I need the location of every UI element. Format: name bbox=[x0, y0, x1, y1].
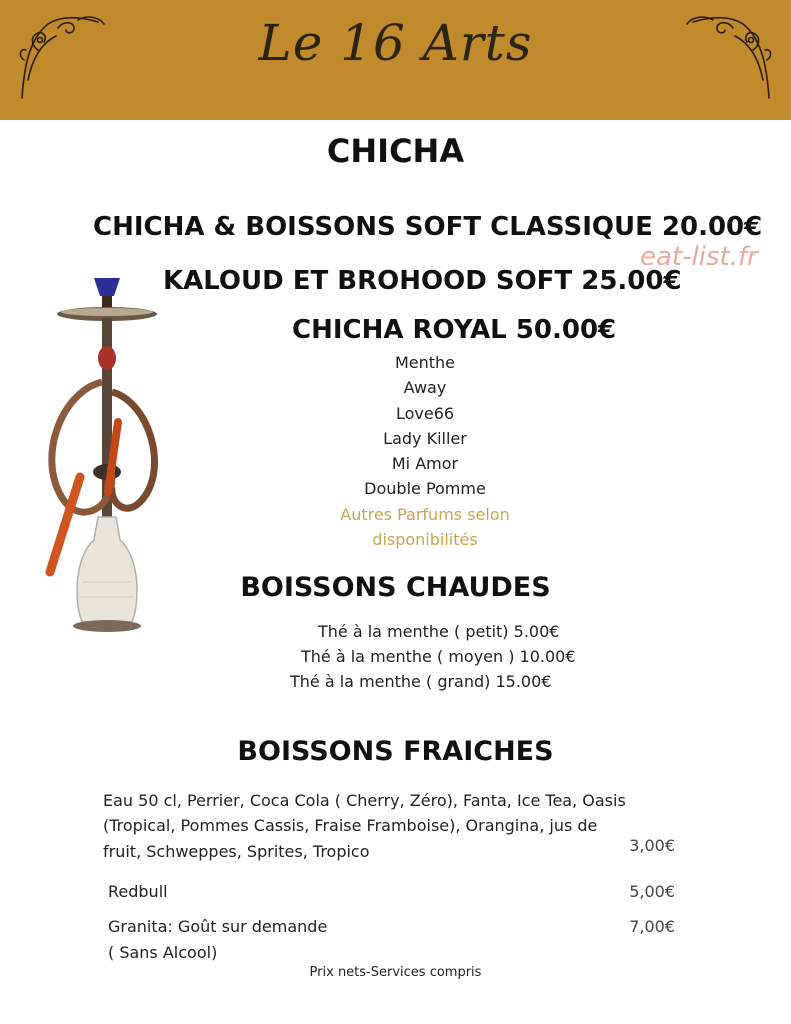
kaloud-brohood-line: KALOUD ET BROHOOD SOFT 25.00€ bbox=[163, 266, 682, 296]
soft-drinks-line: fruit, Schweppes, Sprites, Tropico bbox=[103, 841, 370, 861]
flavour-item: Away bbox=[403, 378, 447, 398]
section-title-cold-drinks: BOISSONS FRAICHES bbox=[237, 736, 554, 767]
redbull-price: 5,00€ bbox=[629, 882, 675, 901]
granita-price: 7,00€ bbox=[629, 917, 675, 936]
brand-title: Le 16 Arts bbox=[258, 14, 533, 72]
flavour-item: Double Pomme bbox=[364, 479, 486, 499]
other-flavours-note-cont: disponibilités bbox=[372, 530, 478, 550]
soft-drinks-description bbox=[103, 788, 663, 864]
other-flavours-note: Autres Parfums selon bbox=[340, 504, 510, 524]
flavour-item: Mi Amor bbox=[391, 454, 459, 474]
hot-drink-item: Thé à la menthe ( petit) 5.00€ bbox=[318, 622, 560, 641]
flavour-list bbox=[330, 350, 520, 552]
flavour-item: Love66 bbox=[395, 403, 455, 423]
flourish-ornament-right bbox=[683, 10, 773, 102]
section-title-chicha: CHICHA bbox=[326, 132, 465, 170]
flavour-item: Lady Killer bbox=[383, 428, 467, 448]
soft-drinks-line: (Tropical, Pommes Cassis, Fraise Framboise), Orangina, jus de bbox=[103, 816, 598, 836]
granita-note: ( Sans Alcool) bbox=[108, 943, 218, 962]
hot-drink-item: Thé à la menthe ( grand) 15.00€ bbox=[290, 672, 552, 691]
watermark-text: eat-list.fr bbox=[640, 242, 758, 272]
flavour-item: Menthe bbox=[394, 353, 456, 372]
chicha-classique-line: CHICHA & BOISSONS SOFT CLASSIQUE 20.00€ bbox=[93, 212, 763, 242]
soft-drinks-price: 3,00€ bbox=[629, 836, 675, 855]
footer-note: Prix nets-Services compris bbox=[309, 965, 482, 980]
soft-drinks-line: Eau 50 cl, Perrier, Coca Cola ( Cherry, Zéro), Fanta, Ice Tea, Oasis bbox=[103, 791, 626, 810]
redbull-label: Redbull bbox=[108, 882, 168, 901]
granita-label: Granita: Goût sur demande bbox=[108, 917, 328, 936]
chicha-royal-line: CHICHA ROYAL 50.00€ bbox=[292, 315, 617, 345]
section-title-hot-drinks: BOISSONS CHAUDES bbox=[240, 572, 551, 603]
hot-drink-item: Thé à la menthe ( moyen ) 10.00€ bbox=[301, 647, 576, 666]
header-band bbox=[0, 0, 791, 120]
